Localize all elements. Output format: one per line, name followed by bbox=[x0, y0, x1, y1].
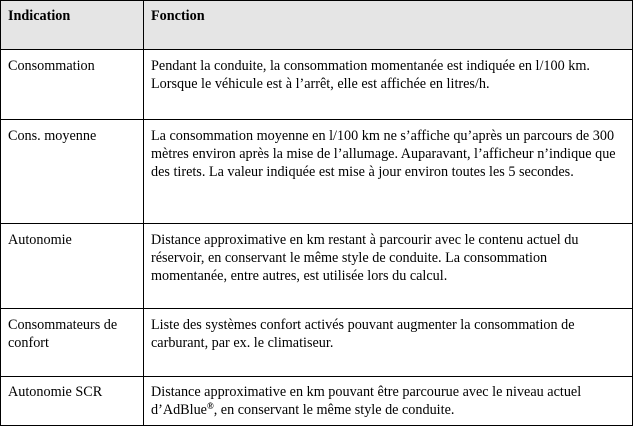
table-row bbox=[1, 377, 633, 426]
table-row bbox=[1, 309, 633, 377]
header-indication: Indication bbox=[1, 1, 144, 50]
fonction-text-after: , en conservant le même style de conduite. bbox=[213, 402, 455, 418]
fonction-cell: La consommation moyenne en l/100 km ne s’affiche qu’après un parcours de 300 mètres environ après la mise de l’allumage. Auparavant, l’afficheur n’indique que des tirets. La valeur indiquée est mise à jour environ toutes les 5 secondes. bbox=[144, 120, 633, 224]
table-row bbox=[1, 224, 633, 309]
indication-cell: Autonomie bbox=[1, 224, 144, 309]
indication-cell: Cons. moyenne bbox=[1, 120, 144, 224]
registered-trademark-sign: ® bbox=[206, 401, 214, 411]
indication-cell: Consommation bbox=[1, 50, 144, 120]
fonction-cell: Liste des systèmes confort activés pouvant augmenter la consommation de carburant, par ex. le climatiseur. bbox=[144, 309, 633, 377]
table-row bbox=[1, 50, 633, 120]
table-row bbox=[1, 120, 633, 224]
table-header-row bbox=[1, 1, 633, 50]
indication-cell: Consommateurs de confort bbox=[1, 309, 144, 377]
header-fonction: Fonction bbox=[144, 1, 633, 50]
fonction-cell: Distance approximative en km restant à parcourir avec le contenu actuel du réservoir, en conservant le même style de conduite. La consommation momentanée, entre autres, est utilisée lors du calcul. bbox=[144, 224, 633, 309]
fonction-cell: Pendant la conduite, la consommation momentanée est indiquée en l/100 km. Lorsque le véhicule est à l’arrêt, elle est affichée en litres/h. bbox=[144, 50, 633, 120]
indication-cell: Autonomie SCR bbox=[1, 377, 144, 426]
fonction-cell bbox=[144, 377, 633, 426]
fonction-text-before: Distance approximative en km pouvant être parcourue avec le niveau actuel d’AdBlue bbox=[151, 384, 582, 418]
